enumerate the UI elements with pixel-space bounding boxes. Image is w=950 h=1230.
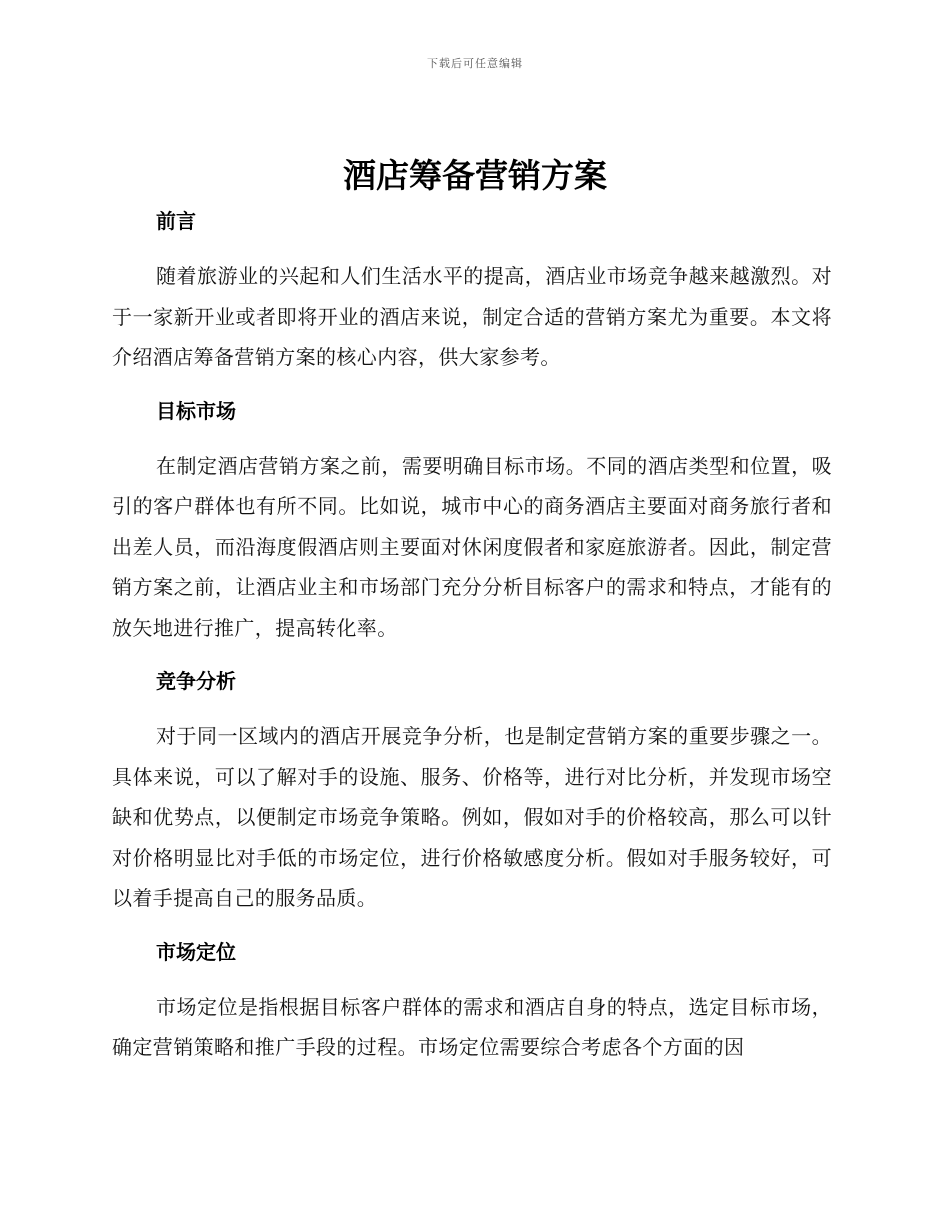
section-heading: 目标市场 bbox=[156, 398, 236, 423]
document-title: 酒店筹备营销方案 bbox=[343, 156, 607, 195]
document-content bbox=[112, 200, 832, 1080]
header-note: 下载后可任意编辑 bbox=[427, 57, 523, 70]
section-preface bbox=[112, 200, 832, 378]
section-target-market bbox=[112, 390, 832, 649]
section-body: 随着旅游业的兴起和人们生活水平的提高，酒店业市场竞争越来越激烈。对于一家新开业或者即将开业的酒店来说，制定合适的营销方案尤为重要。本文将介绍酒店筹备营销方案的核心内容，供大家参考。 bbox=[112, 264, 832, 369]
section-body: 在制定酒店营销方案之前，需要明确目标市场。不同的酒店类型和位置，吸引的客户群体也有所不同。比如说，城市中心的商务酒店主要面对商务旅行者和出差人员，而沿海度假酒店则主要面对休闲度假者和家庭旅游者。因此，制定营销方案之前，让酒店业主和市场部门充分分析目标客户的需求和特点，才能有的放矢地进行推广，提高转化率。 bbox=[112, 453, 832, 640]
section-market-positioning bbox=[112, 931, 832, 1068]
section-body: 市场定位是指根据目标客户群体的需求和酒店自身的特点，选定目标市场，确定营销策略和推广手段的过程。市场定位需要综合考虑各个方面的因 bbox=[112, 994, 832, 1059]
section-body: 对于同一区域内的酒店开展竞争分析，也是制定营销方案的重要步骤之一。具体来说，可以了解对手的设施、服务、价格等，进行对比分析，并发现市场空缺和优势点，以便制定市场竞争策略。例如，假如对手的价格较高，那么可以针对价格明显比对手低的市场定位，进行价格敏感度分析。假如对手服务较好，可以着手提高自己的服务品质。 bbox=[112, 724, 832, 910]
section-heading: 市场定位 bbox=[156, 939, 236, 964]
section-competition-analysis bbox=[112, 660, 832, 919]
section-heading: 前言 bbox=[156, 209, 196, 233]
section-heading: 竞争分析 bbox=[156, 669, 236, 693]
